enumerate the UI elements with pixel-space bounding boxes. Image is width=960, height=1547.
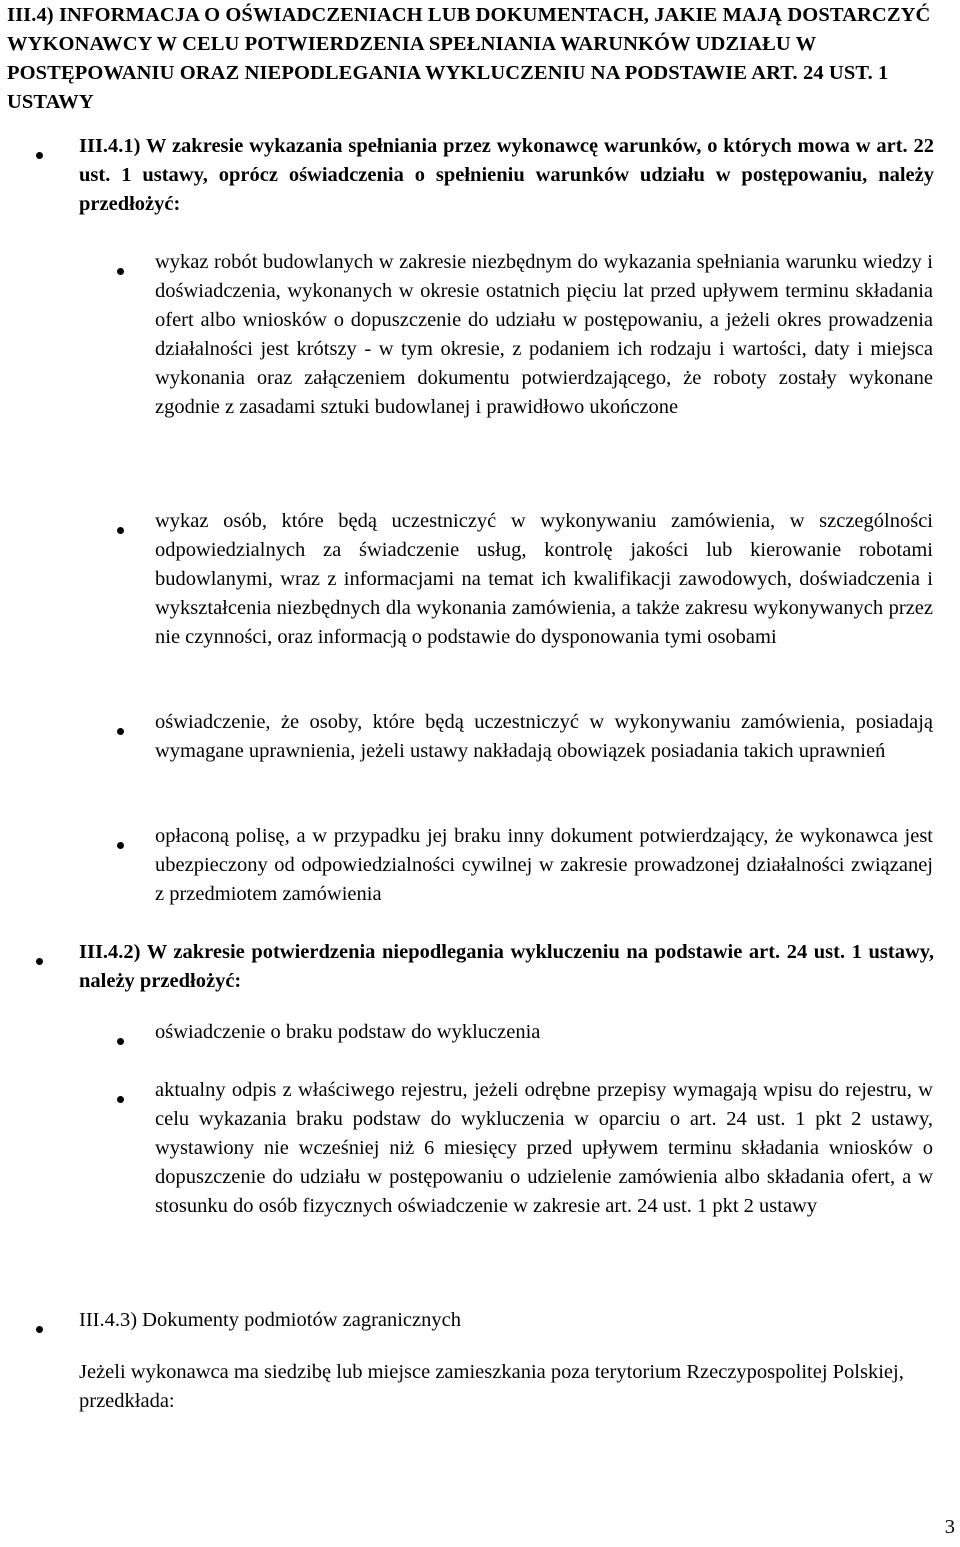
- section-3-title: III.4.3) Dokumenty podmiotów zagranicznych: [79, 1309, 461, 1331]
- list-item: wykaz robót budowlanych w zakresie niezbędnym do wykazania spełniania warunku wiedzy i doświadczenia, wykonanych w okresie ostatnich pięciu lat przed upływem terminu składania ofert albo wniosków o dopuszczenie do udziału w postępowaniu, a jeżeli okres prowadzenia działalności jest krótszy - w tym okresie, z podaniem ich rodzaju i wartości, daty i miejsca wykonania oraz załączeniem dokumentu potwierdzającego, że roboty zostały wykonane zgodnie z zasadami sztuki budowlanej i prawidłowo ukończone: [155, 251, 933, 418]
- section-heading: III.4) INFORMACJA O OŚWIADCZENIACH LUB DOKUMENTACH, JAKIE MAJĄ DOSTARCZYĆ WYKONAWCY W CELU POTWIERDZENIA SPEŁNIANIA WARUNKÓW UDZIAŁU W POSTĘPOWANIU ORAZ NIEPODLEGANIA WYKLUCZENIU NA PODSTAWIE ART. 24 UST. 1 USTAWY: [7, 4, 931, 113]
- bullet-icon: [117, 527, 124, 534]
- list-item: aktualny odpis z właściwego rejestru, jeżeli odrębne przepisy wymagają wpisu do rejestru, w celu wykazania braku podstaw do wykluczenia w oparciu o art. 24 ust. 1 pkt 2 ustawy, wystawiony nie wcześniej niż 6 miesięcy przed upływem terminu składania wniosków o dopuszczenie do udziału w postępowaniu o udzielenie zamówienia albo składania ofert, a w stosunku do osób fizycznych oświadczenie w zakresie art. 24 ust. 1 pkt 2 ustawy: [155, 1079, 933, 1217]
- list-item: wykaz osób, które będą uczestniczyć w wykonywaniu zamówienia, w szczególności odpowiedzialnych za świadczenie usług, kontrolę jakości lub kierowanie robotami budowlanymi, wraz z informacjami na temat ich kwalifikacji zawodowych, doświadczenia i wykształcenia niezbędnych dla wykonania zamówienia, a także zakresu wykonywanych przez nie czynności, oraz informacją o podstawie do dysponowania tymi osobami: [155, 510, 933, 648]
- section-1-title: III.4.1) W zakresie wykazania spełniania przez wykonawcę warunków, o których mowa w art. 22 ust. 1 ustawy, oprócz oświadczenia o spełnieniu warunków udziału w postępowaniu, należy przedłożyć:: [79, 135, 934, 215]
- section-2-title: III.4.2) W zakresie potwierdzenia niepodlegania wykluczeniu na podstawie art. 24 ust. 1 ustawy, należy przedłożyć:: [79, 941, 934, 992]
- bullet-icon: [117, 1096, 124, 1103]
- bullet-icon: [36, 152, 43, 159]
- bullet-icon: [117, 842, 124, 849]
- bullet-icon: [36, 958, 43, 965]
- list-item: oświadczenie, że osoby, które będą uczestniczyć w wykonywaniu zamówienia, posiadają wymagane uprawnienia, jeżeli ustawy nakładają obowiązek posiadania takich uprawnień: [155, 711, 933, 762]
- bullet-icon: [117, 728, 124, 735]
- bullet-icon: [117, 268, 124, 275]
- bullet-icon: [36, 1326, 43, 1333]
- list-item: oświadczenie o braku podstaw do wykluczenia: [155, 1021, 541, 1043]
- section-3-paragraph: Jeżeli wykonawca ma siedzibę lub miejsce zamieszkania poza terytorium Rzeczypospolitej Polskiej, przedkłada:: [79, 1361, 904, 1412]
- list-item: opłaconą polisę, a w przypadku jej braku inny dokument potwierdzający, że wykonawca jest ubezpieczony od odpowiedzialności cywilnej w zakresie prowadzonej działalności związanej z przedmiotem zamówienia: [155, 825, 933, 905]
- page-number: 3: [944, 1516, 955, 1538]
- bullet-icon: [117, 1038, 124, 1045]
